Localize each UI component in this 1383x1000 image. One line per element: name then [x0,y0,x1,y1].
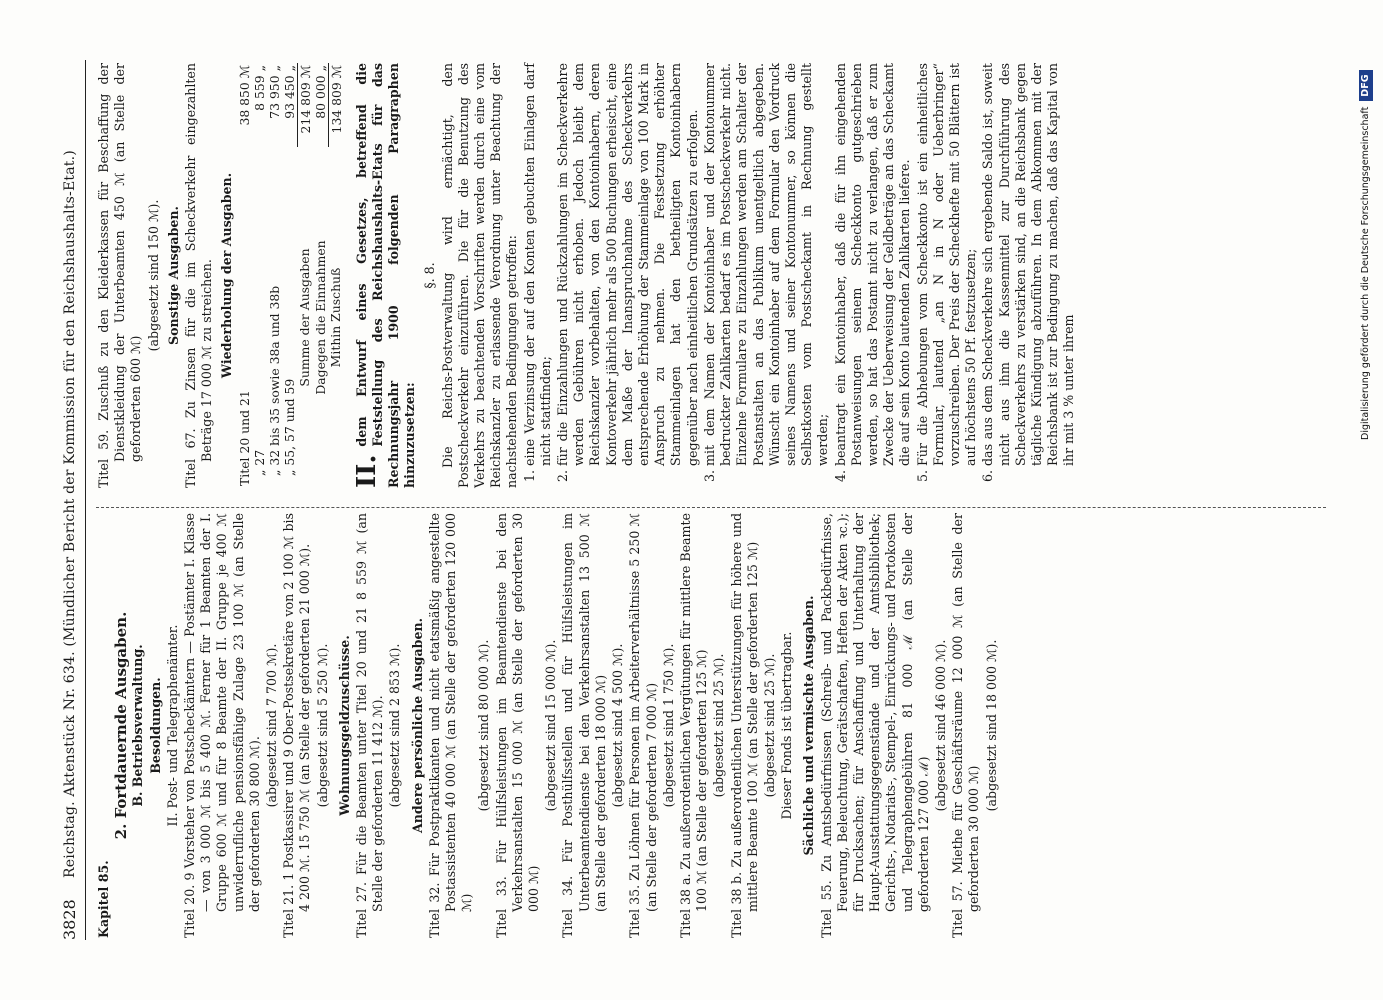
list-item: 5. Für die Abhebungen vom Scheckkonto ist ein einheitliches Formular, lautend „an N in N oder Ueberbringer“ vorzuschreiben. Der Preis der Scheckhefte mit 50 Blättern ist auf höchstens 50 Pf. festzusetzen; [915,63,980,466]
summary-value: 8 559 „ [251,65,267,111]
summary-row [267,63,282,488]
titel-38a-note: (abgesetzt sind 25 ℳ). [711,653,727,798]
titel-55-note: (abgesetzt sind 46 000 ℳ). [932,639,948,812]
titel-55: Titel 55. Zu Amtsbedürfnissen (Schreib- und Packbedürfnisse, Feuerung, Beleuchtung, Gerätschaften, Heften der Akten ꝛc.); für Drucksachen; für Anschaffung und Unterhaltung der Haupt-Ausstattungsgegenstände und der Amtsbibliothek; Gerichts-, Notariats-, Stempel-, Einrückungs- und Portokosten und Telegraphengebühren 81 000 ℳ (an Stelle der geforderten 127 000 ℳ) [818,513,931,938]
summary-row [282,63,298,488]
summary-row [297,63,313,488]
saechliche-heading: Sächliche und vermischte Ausgaben. [801,595,817,856]
summary-label: Mithin Zuschuß [328,267,344,368]
titel-33: Titel 33. Für Hülfsleistungen im Beamtendienste bei den Verkehrsanstalten 15 000 ℳ (an Stelle der geforderten 30 000 ℳ) [493,513,542,938]
summary-value: 134 809 ℳ [328,63,344,147]
summary-value: 38 850 ℳ [236,65,252,126]
summary-value: 93 450 „ [281,65,297,119]
conditions-list [522,63,1078,488]
titel-38b-note: (abgesetzt sind 25 ℳ). [761,653,777,798]
summary-label: Summe der Ausgaben [297,248,313,387]
titel-32: Titel 32. Für Postpraktikanten und nicht etatsmäßig angestellte Postassistenten 40 000 ℳ (an Stelle der geforderten 120 000 ℳ) [426,513,475,938]
titel-32-note: (abgesetzt sind 80 000 ℳ). [476,639,492,812]
wohnung-heading: Wohnungsgeldzuschüsse. [336,635,352,816]
andere-heading: Andere persönliche Ausgaben. [409,618,425,834]
funding-note [1352,0,1380,440]
titel-57-note: (abgesetzt sind 18 000 ℳ). [983,639,999,812]
list-item: 3. mit dem Namen der Kontoinhaber und der Kontonummer bedruckter Zahlkarten bedarf es im Postscheckverkehr nicht. Einzelne Formulare zu Einzahlungen werden am Schalter der Postanstalten an das Publikum unentgeltlich abgegeben. Wünscht ein Kontoinhaber auf dem Formular den Vordruck seines Namens und seiner Kontonummer, so können die Selbstkosten vom Postscheckamt in Rechnung gestellt werden; [702,63,832,466]
summary-value: 214 809 ℳ [297,63,313,147]
roman-numeral: II. [351,454,382,488]
summary-value: 73 950 „ [266,65,282,119]
entwurf-block [351,63,419,488]
titel-34-note: (abgesetzt sind 4 500 ℳ). [610,643,626,808]
running-head: Reichstag. Aktenstück Nr. 634. (Mündlicher Bericht der Kommission für den Reichshaushalts-Etat.) [62,150,78,878]
titel-38a: Titel 38 a. Zu außerordentlichen Vergütungen für mittlere Beamte 100 ℳ (an Stelle der geforderten 125 ℳ) [677,513,710,938]
summary-value: 80 000 „ [312,65,328,119]
titel-57: Titel 57. Miethe für Geschäftsräume 12 000 ℳ (an Stelle der geforderten 30 000 ℳ) [950,513,982,938]
list-item: 2. für die Einzahlungen und Rückzahlungen im Scheckverkehre werden Gebühren nicht erhoben. Jedoch bleibt dem Reichskanzler vorbehalten, von den Kontoinhabern, deren Kontoverkehr jährlich mehr als 500 Buchungen erheischt, eine dem Maße der Inanspruchnahme des Scheckverkehrs entsprechende Erhöhung der Stammeinlage von 100 Mark in Anspruch zu nehmen. Die Festsetzung erhöhter Stammeinlagen hat den betheiligten Kontoinhabern gegenüber nach einheitlichen Grundsätzen zu erfolgen. [555,63,701,466]
paragraph-heading: §. 8. [422,262,438,289]
paragraph-intro: Die Reichs-Postverwaltung wird ermächtigt, den Postscheckverkehr einzuführen. Die für die Benutzung des Verkehrs zu beachtenden Vorschriften werden durch eine vom Reichskanzler zu erlassende Verordnung unter Beachtung der nachstehenden Bedingungen getroffen: [439,63,520,488]
titel-35: Titel 35. Zu Löhnen für Personen im Arbeiterverhältnisse 5 250 ℳ (an Stelle der geforderten 7 000 ℳ) [627,513,659,938]
section-heading: 2. Fortdauernde Ausgaben. [112,611,131,840]
summary-label: „ 27 [251,449,267,476]
wiederholung-heading: Wiederholung der Ausgaben. [219,172,235,379]
page-number: 3828 [60,899,79,940]
page-header [55,60,86,940]
summary-label: „ 55, 57 und 59 [281,378,297,476]
summary-row [237,63,252,488]
right-column [96,63,1079,488]
list-item: 4. beantragt ein Kontoinhaber, daß die für ihn eingehenden Postanweisungen seinem Scheckkonto gutgeschrieben werden, so hat das Postamt nicht zu verlangen, daß er zum Zwecke der Ueberweisung der Geldbeträge an das Scheckamt die auf sein Konto lautenden Zahlkarten liefere. [833,63,914,466]
summary-label: Dagegen die Einnahmen [312,240,328,395]
summary-row [252,63,267,488]
funding-text: Digitalisierung gefördert durch die Deutsche Forschungsgemeinschaft [1360,106,1371,440]
kapitel-heading: Kapitel 85. [96,860,111,938]
titel-20-note: (abgesetzt sind 7 700 ℳ). [264,643,280,808]
subsection-heading: B. Betriebsverwaltung. [130,644,146,807]
titel-20: Titel 20. 9 Vorsteher von Postscheckämtern — Postämter I. Klasse — von 3 000 ℳ bis 5 400 ℳ. Ferner für 1 Beamten der I. Gruppe 600 ℳ und für 8 Beamte der II. Gruppe je 400 ℳ unwiderrufliche pensionsfähige Zulage 23 100 ℳ (an Stelle der geforderten 30 800 ℳ). [182,513,262,938]
summary-row [313,63,329,488]
summary-label: Titel 20 und 21 [236,390,252,486]
titel-21: Titel 21. 1 Postkassirer und 9 Ober-Postsekretäre von 2 100 ℳ bis 4 200 ℳ. 15 750 ℳ (an Stelle der geforderten 21 000 ℳ). [281,513,313,938]
summary-row [328,63,344,488]
left-column [96,513,1001,938]
list-item: 1. eine Verzinsung der auf den Konten gebuchten Einlagen darf nicht stattfinden; [522,63,554,466]
titel-59: Titel 59. Zuschuß zu den Kleiderkassen für Beschaffung der Dienstkleidung der Unterbeamten 450 ℳ (an Stelle der geforderten 600 ℳ) [96,63,144,488]
dfg-logo: DFG [1359,71,1373,101]
titel-33-note: (abgesetzt sind 15 000 ℳ). [543,639,559,812]
section-ii-heading: II. Post- und Telegraphenämter. [164,624,180,827]
list-item: 6. das aus dem Scheckverkehre sich ergebende Saldo ist, soweit nicht aus ihm die Kassenmittel zur Durchführung des Scheckverkehrs zu verstärken sind, an die Reichsbank gegen tägliche Kündigung abzuführen. In dem Abkommen mit der Reichsbank ist zur Bedingung zu machen, daß das Kapital von ihr mit 3 % unter ihrem [980,63,1077,466]
titel-34: Titel 34. Für Posthülfsstellen und für Hülfsleistungen im Unterbeamtendienste bei den Verkehrsanstalten 13 500 ℳ (an Stelle der geforderten 18 000 ℳ) [560,513,608,938]
titel-21-note: (abgesetzt sind 5 250 ℳ). [314,643,330,808]
summary-label: „ 32 bis 35 sowie 38a und 38b [266,285,282,476]
titel-35-note: (abgesetzt sind 1 750 ℳ). [660,643,676,808]
titel-27: Titel 27. Für die Beamten unter Titel 20 und 21 8 559 ℳ (an Stelle der geforderten 11 412 ℳ). [354,513,386,938]
summary-table [237,63,344,488]
titel-59-note: (abgesetzt sind 150 ℳ). [145,199,161,352]
titel-38b: Titel 38 b. Zu außerordentlichen Unterstützungen für höhere und mittlere Beamte 100 ℳ (an Stelle der geforderten 125 ℳ) [728,513,760,938]
titel-27-note: (abgesetzt sind 2 853 ℳ). [387,643,403,808]
column-divider [96,507,1326,508]
fonds-note: Dieser Fonds ist übertragbar. [779,631,795,820]
entwurf-text: dem Entwurf eines Gesetzes, betreffend die Feststellung des Reichshaushalts-Etats für das Rechnungsjahr 1900 folgenden Paragraphen hinzuzusetzen: [353,63,418,488]
besoldungen-heading: Besoldungen. [147,677,163,774]
titel-67: Titel 67. Zu Zinsen für die im Scheckverkehr eingezahlten Beträge 17 000 ℳ zu streichen. [183,63,215,488]
sonstige-heading: Sonstige Ausgaben. [165,206,181,345]
